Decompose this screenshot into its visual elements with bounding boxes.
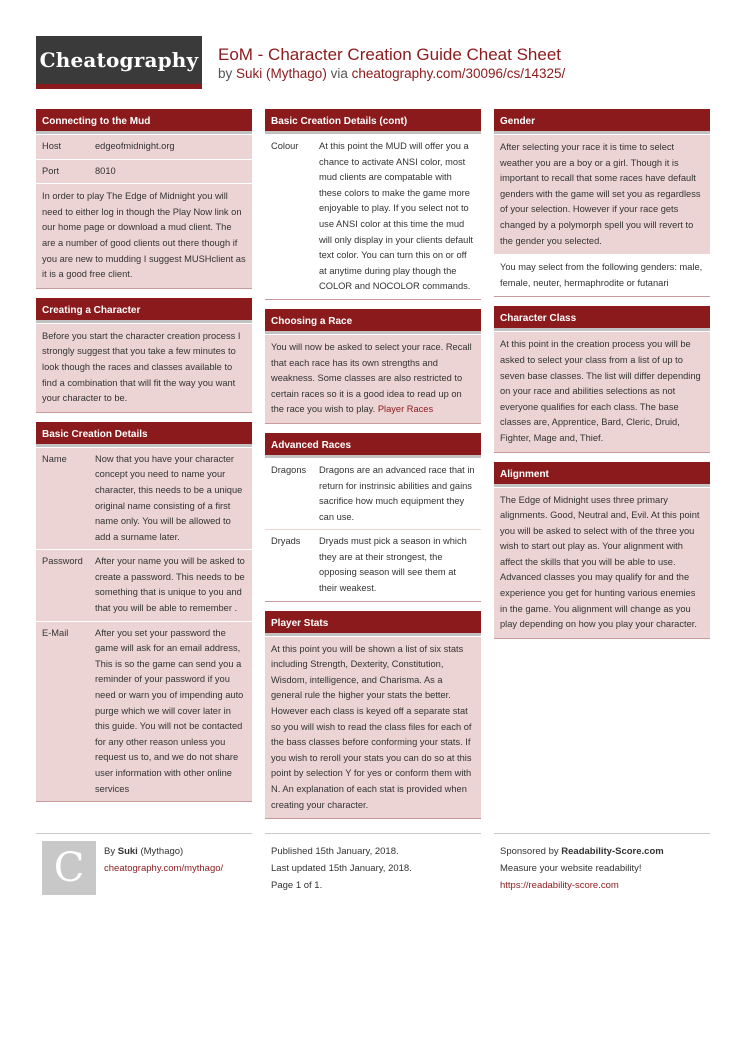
logo-text: Cheatography: [39, 48, 199, 72]
sponsor-line: [500, 843, 664, 860]
column-2: [265, 109, 481, 828]
table-row: [36, 134, 252, 159]
table-row: [36, 621, 252, 802]
footer-divider: [36, 833, 252, 834]
section-character-class: [494, 306, 710, 452]
section-heading: Basic Creation Details: [36, 422, 252, 447]
section-heading: Player Stats: [265, 611, 481, 636]
via-label: via: [330, 66, 348, 81]
table-row: [265, 134, 481, 299]
section-heading: Alignment: [494, 462, 710, 487]
row-key: Dragons: [271, 464, 307, 475]
footer-divider: [494, 833, 710, 834]
row-value: Dragons are an advanced race that in return for instrinsic abilities and gains sacrifice how much equipment they can use.: [319, 464, 475, 522]
footer-divider: [265, 833, 481, 834]
row-key: Colour: [271, 141, 299, 151]
by-label: By: [104, 846, 116, 857]
section-text: Before you start the character creation process I strongly suggest that you take a few minutes to look though the races and classes available to find a combination that will fit the way you want your character to be.: [36, 323, 252, 412]
row-value: After you set your password the game will ask for an email address, This is so the game can send you a reminder of your password if you need or warn you of impending auto purge which we will cover later in this guide. You will not be contacted for any other reason unless you request us to, and we do not share user information with other online services: [95, 627, 244, 794]
race-text: You will now be asked to select your race. Recall that each race has its own strengths and weakness. Some classes are also restricted to certain races so it is a good idea to read up on the race you wish to play.: [271, 341, 472, 415]
footer-sponsor: [500, 843, 664, 894]
author-profile-link[interactable]: cheatography.com/mythago/: [104, 863, 224, 874]
section-alignment: [494, 462, 710, 639]
section-text: In order to play The Edge of Midnight you will need to either log in though the Play Now link on our home page or download a mud client. The are a number of good clients out there though if you are new to mudding I suggest MUSHclient as it is a good free client.: [36, 183, 252, 288]
player-races-link[interactable]: Player Races: [377, 404, 434, 415]
column-3: [494, 109, 710, 648]
by-label: by: [218, 66, 233, 81]
row-value: At this point the MUD will offer you a chance to activate ANSI color, most mud clients are compatable with these colors to make the game more enjoyable to play. If you select not to use ANSI color at this time the mud will only display in your clients default text color. You can turn this on or off at anytime during play though the COLOR and NOCOLOR commands.: [319, 141, 473, 292]
sponsored-label: Sponsored by: [500, 846, 559, 857]
author-link[interactable]: Suki (Mythago): [236, 66, 327, 81]
cheatography-logo[interactable]: [36, 36, 202, 89]
published-date: Published 15th January, 2018.: [271, 846, 399, 857]
section-choosing-race: [265, 309, 481, 424]
author-line: [104, 843, 223, 860]
author-name: Suki: [117, 846, 138, 857]
section-gender: [494, 109, 710, 297]
row-key: E-Mail: [42, 627, 69, 638]
row-key: Dryads: [271, 536, 301, 547]
row-value: Now that you have your character concept you need to name your character, this needs to be a unique original name consisting of a first name only. You will be allowed to add a surname later.: [95, 453, 243, 542]
section-text: At this point you will be shown a list of six stats including Strength, Dexterity, Constitution, Wisdom, intelligence, and Charisma. As a general rule the higher your stats the better. However each class is keyed off a separate stat so you will wish to read the class files for each of the bass classes before conforming your stats. If you wish to reroll your stats you can do so at this point by selection Y for yes or conform them with N. An explanation of each stat is provided when creating your character.: [265, 636, 481, 819]
section-text: At this point in the creation process you will be asked to select your class from a list of up to seven base classes. The list will differ depending on your race and abilities selections as not everyone qualifies for each class. The base classes are, Apprentice, Bard, Cleric, Druid, Fighter, Mage and, Thief.: [494, 331, 710, 451]
page-subtitle: [218, 66, 565, 81]
section-text: [265, 334, 481, 423]
avatar-letter: C: [53, 845, 85, 891]
section-text: The Edge of Midnight uses three primary alignments. Good, Neutral and, Evil. At this point you will be asked to select with of the three you wish to start out play as. Your alignment with affect the skills that you will be able to use. Advanced classes you may qualify for and the experience you get for hunting various enemies in the game. You alignment will change as you play depending on how you play your character.: [494, 487, 710, 638]
section-heading: Gender: [494, 109, 710, 134]
column-1: [36, 109, 252, 811]
section-basic-details: [36, 422, 252, 802]
table-row: [265, 529, 481, 600]
table-row: [36, 549, 252, 620]
section-advanced-races: [265, 433, 481, 602]
row-key: Password: [42, 556, 83, 567]
sheet-url-link[interactable]: cheatography.com/30096/cs/14325/: [351, 66, 566, 81]
table-row: [36, 447, 252, 550]
section-heading: Creating a Character: [36, 298, 252, 323]
author-avatar[interactable]: [42, 841, 96, 895]
row-value: 8010: [95, 165, 116, 176]
row-key: Port: [42, 165, 60, 176]
updated-date: Last updated 15th January, 2018.: [271, 863, 412, 874]
sponsor-tagline: Measure your website readability!: [500, 863, 642, 874]
footer-author: [104, 843, 223, 877]
sponsor-link[interactable]: https://readability-score.com: [500, 880, 619, 891]
table-row: [36, 159, 252, 184]
section-creating: [36, 298, 252, 413]
section-heading: Advanced Races: [265, 433, 481, 458]
sponsor-name[interactable]: Readability-Score.com: [561, 846, 664, 857]
author-handle: (Mythago): [140, 846, 184, 857]
section-heading: Character Class: [494, 306, 710, 331]
section-connecting: [36, 109, 252, 289]
row-value: After your name you will be asked to create a password. This needs to be something that is unique to you and that you will be able to remember .: [95, 556, 245, 614]
section-text: You may select from the following genders: male, female, neuter, hermaphrodite or futanari: [494, 254, 710, 296]
section-heading: Basic Creation Details (cont): [265, 109, 481, 134]
section-text: After selecting your race it is time to select weather you are a boy or a girl. Though it is important to recall that some races have default genders with the game will set you as regardless of your selection. However if your race gets changed by a polymorph spell you will revert to the gender you selected.: [494, 134, 710, 254]
table-row: [265, 458, 481, 529]
footer-dates: [271, 843, 412, 894]
section-player-stats: [265, 611, 481, 820]
row-value: Dryads must pick a season in which they are at their strongest, the opposing season will see them at their weakest.: [319, 536, 467, 594]
section-heading: Connecting to the Mud: [36, 109, 252, 134]
page-title: EoM - Character Creation Guide Cheat Sheet: [218, 45, 562, 64]
section-heading: Choosing a Race: [265, 309, 481, 334]
row-value: edgeofmidnight.org: [95, 141, 175, 151]
page-number: Page 1 of 1.: [271, 880, 323, 891]
section-basic-details-cont: [265, 109, 481, 300]
row-key: Name: [42, 453, 67, 464]
row-key: Host: [42, 141, 62, 151]
